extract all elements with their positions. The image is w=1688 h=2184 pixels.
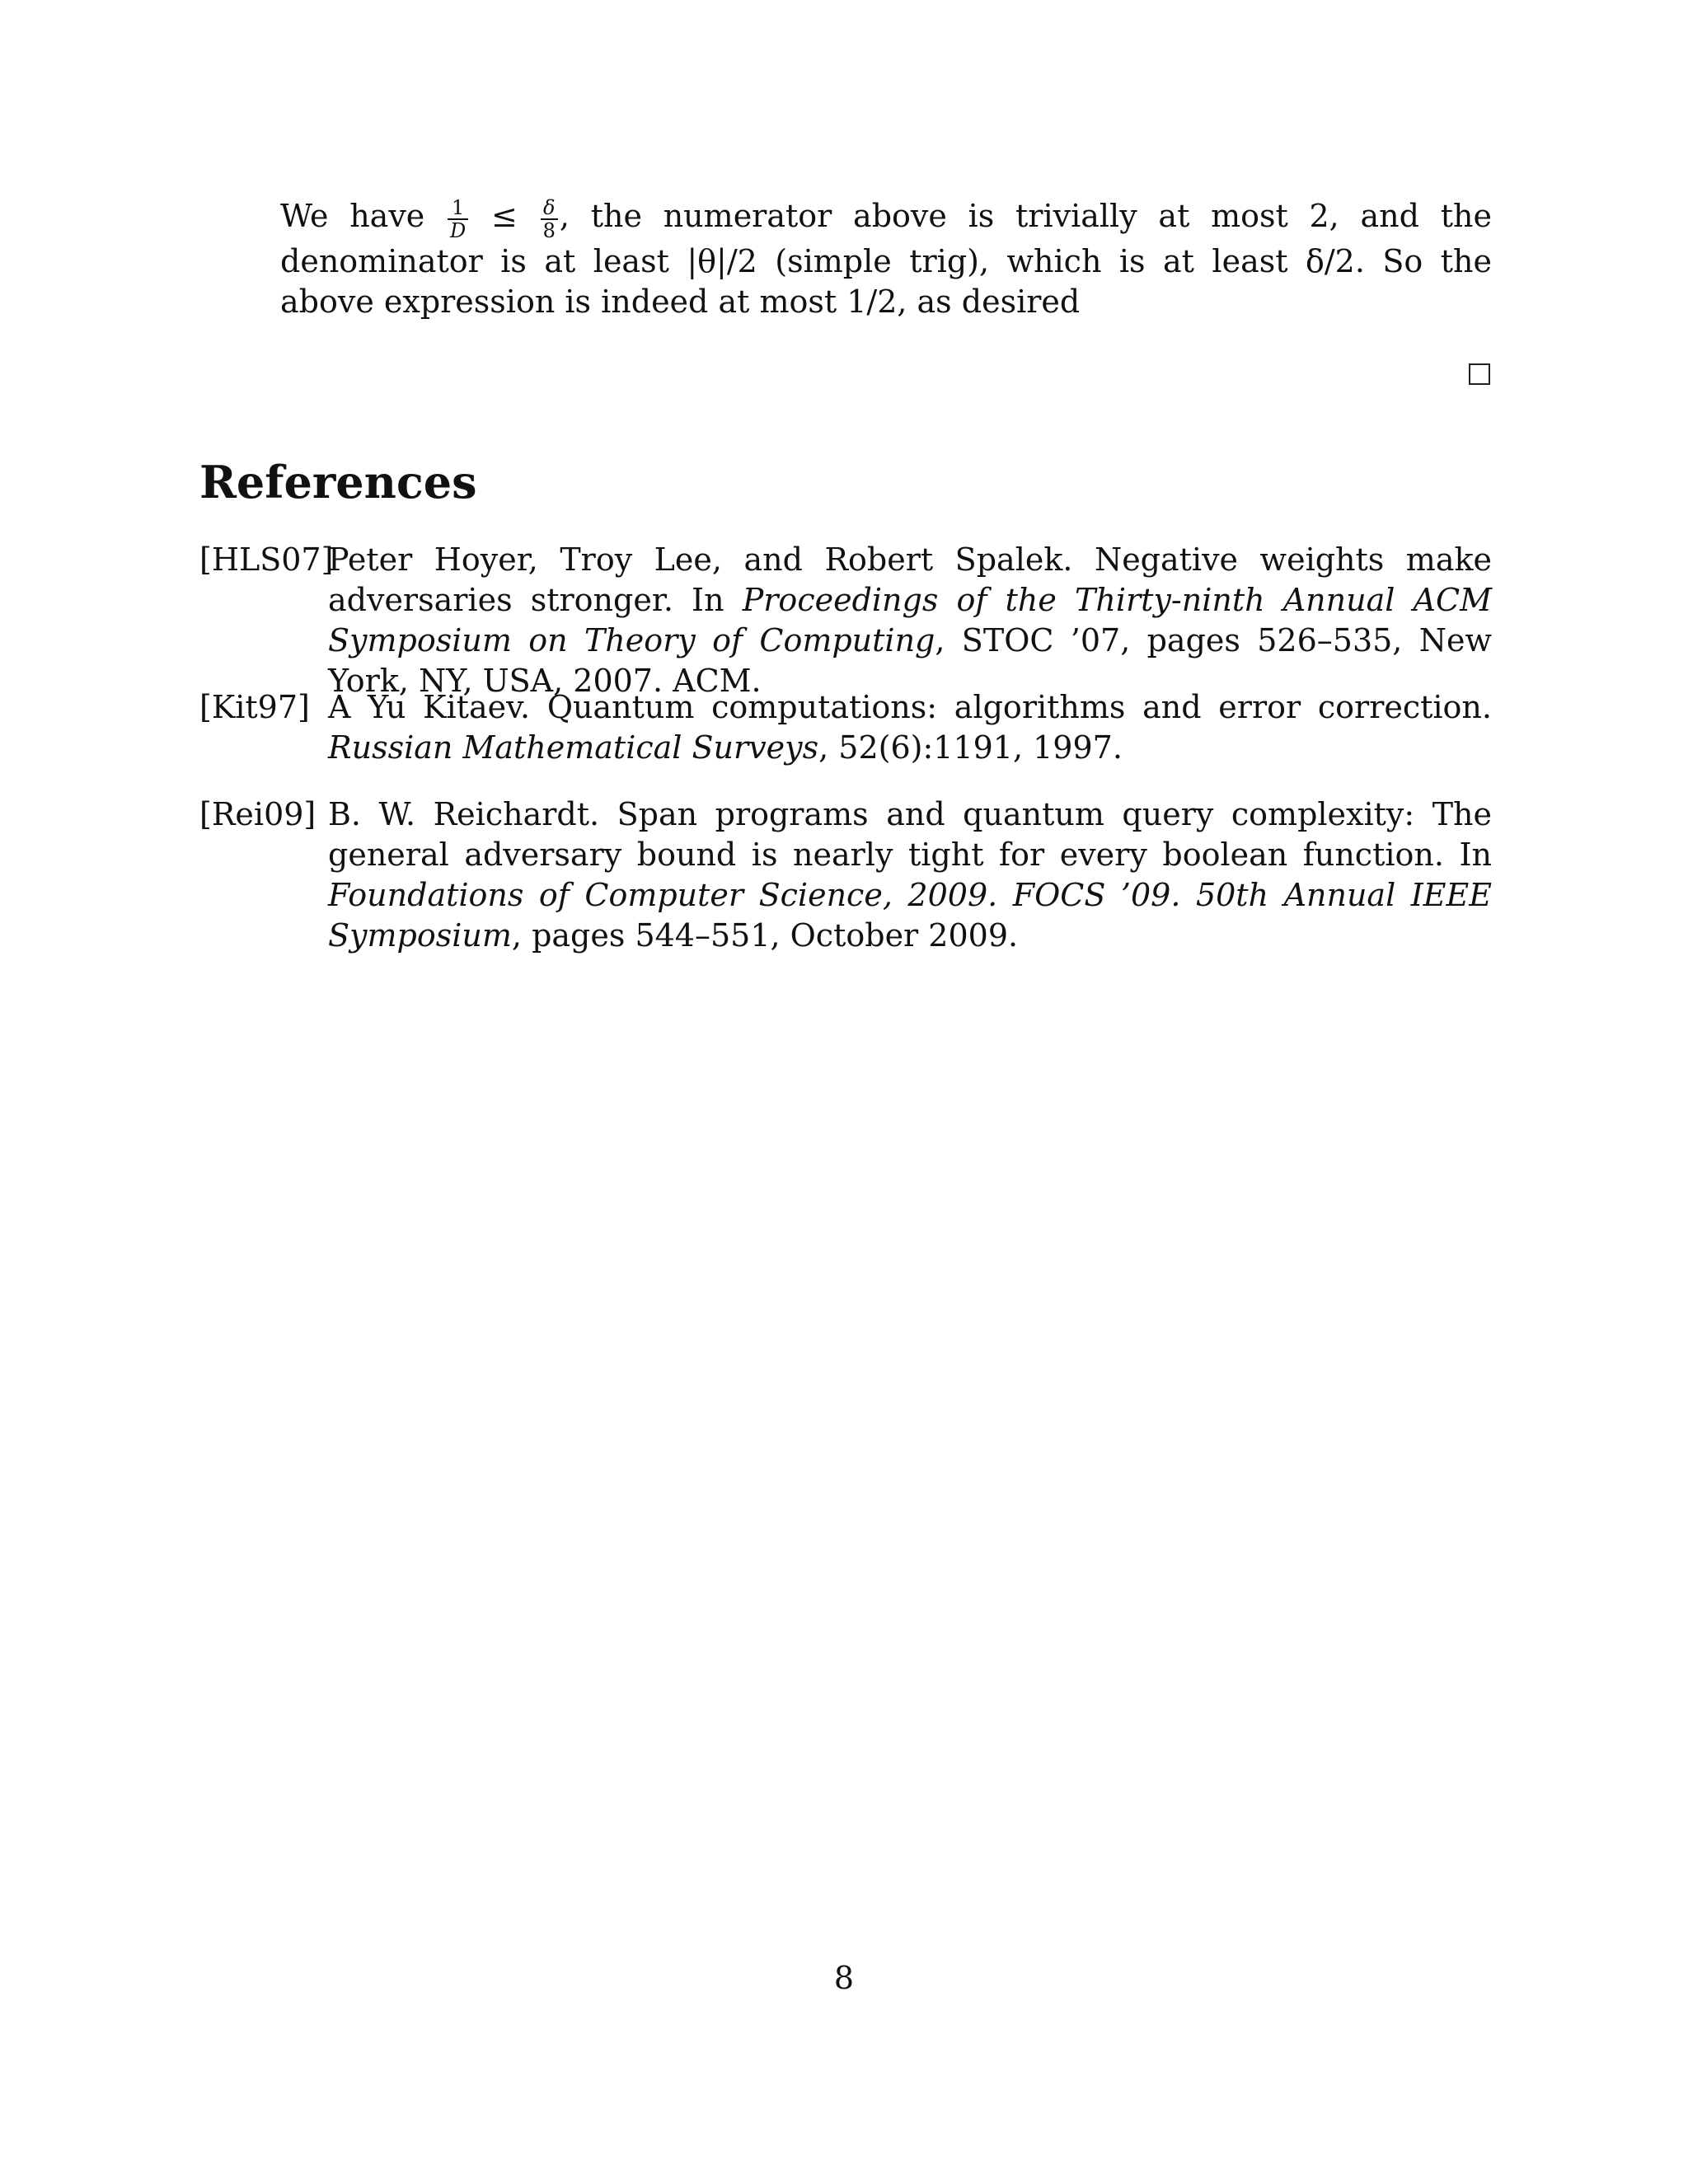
- paragraph-lead: We have: [280, 198, 425, 234]
- reference-text: , 52(6):1191, 1997.: [818, 729, 1123, 766]
- reference-text: A Yu Kitaev. Quantum computations: algorithms and error correction.: [328, 689, 1492, 725]
- leq-symbol: ≤: [491, 198, 518, 234]
- reference-key: [HLS07]: [199, 541, 334, 578]
- reference-venue: Russian Mathematical Surveys: [328, 729, 819, 766]
- reference-key: [Kit97]: [199, 689, 310, 725]
- fraction-denominator: D: [450, 219, 467, 243]
- paragraph-rest: , the numerator above is trivially at most 2, and the denominator is at least |θ|/2 (simple trig), which is at least δ/2. So the above expression is indeed at most 1/2, as desired: [280, 198, 1492, 321]
- fraction-numerator: δ: [541, 197, 558, 220]
- page-number: 8: [833, 1960, 855, 1996]
- fraction-delta-over-eight: [541, 197, 558, 241]
- reference-text: B. W. Reichardt. Span programs and quantum query complexity: The general adversary bound is nearly tight for every boolean function. In: [328, 796, 1492, 873]
- reference-body: [328, 687, 1492, 768]
- reference-text: , STOC ’07, pages 526–535, New York, NY, USA, 2007. ACM.: [328, 622, 1492, 699]
- reference-venue: Foundations of Computer Science, 2009. FOCS ’09. 50th Annual IEEE Symposium: [328, 877, 1492, 954]
- references-heading: References: [199, 456, 477, 509]
- reference-text: Peter Hoyer, Troy Lee, and Robert Spalek. Negative weights make adversaries stronger. In: [328, 541, 1492, 618]
- reference-item: [199, 687, 1492, 768]
- reference-item: [199, 794, 1492, 956]
- reference-venue: Proceedings of the Thirty-ninth Annual ACM Symposium on Theory of Computing: [328, 582, 1492, 658]
- reference-body: [328, 794, 1492, 956]
- qed-square-icon: [1469, 363, 1490, 385]
- proof-conclusion-paragraph: [280, 196, 1492, 322]
- reference-text: , pages 544–551, October 2009.: [511, 917, 1019, 954]
- reference-item: [199, 540, 1492, 701]
- fraction-numerator: 1: [448, 197, 468, 220]
- reference-key: [Rei09]: [199, 796, 316, 832]
- fraction-denominator: 8: [542, 219, 556, 243]
- reference-body: [328, 540, 1492, 701]
- fraction-one-over-d: [448, 197, 468, 241]
